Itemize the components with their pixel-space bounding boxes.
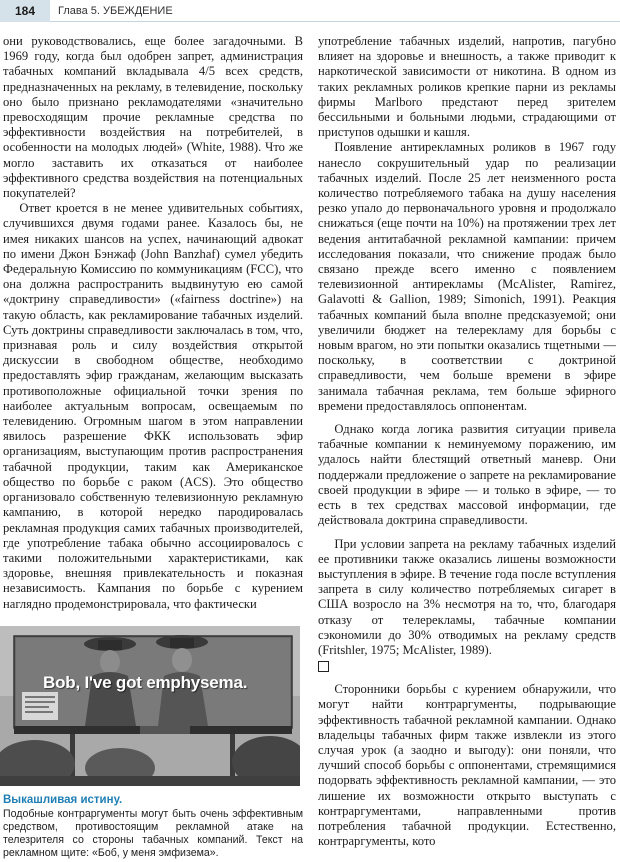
- paragraph: При условии запрета на рекламу табачных изделий ее противники также оказались лишены возможности выступления в эфире. В течение года после вступления запрета в силу количество потребляемых сигарет в США возросло на 3% несмотря на то, что, благодаря отказу от телерекламы, табачные компании сэкономили до 30% отводимых на рекламу средств (Fritshler, 1975; McAlister, 1989).: [318, 536, 616, 657]
- paragraph: они руководствовались, еще более загадочными. В 1969 году, когда был одобрен запрет, администрация табачных компаний вкладывала 4/5 всех средств, предназначенных на рекламу, в телевидение, поскольку оно было признано рекламодателями «значительно превосходящим прочие рекламные средства по эффективности воздействия на потребителей, в особенности на молодых людей» (White, 1988). Что же могло заставить их отказаться от наиболее эффективного средства воздействия на потенциальных покупателей?: [3, 34, 303, 201]
- left-column: [3, 34, 303, 620]
- page-number: 184: [0, 0, 50, 22]
- paragraph: Однако когда логика развития ситуации привела табачные компании к неминуемому поражению, им удалось найти блестящий ответный маневр. Они поддержали предложение о запрете на рекламирование своей продукции в эфире — и только в эфире, — то есть в тех средствах массовой информации, где действовала доктрина справедливости.: [318, 422, 616, 528]
- right-column: [318, 34, 616, 860]
- caption-title: Выкашливая истину.: [3, 794, 123, 806]
- running-head: Глава 5. УБЕЖДЕНИЕ: [58, 5, 173, 17]
- paragraph: Появление антирекламных роликов в 1967 году нанесло сокрушительный удар по реализации табачных изделий. После 25 лет неизменного роста количество потребляемого табака на душу населения резко упало до первоначального уровня и продолжало снижаться (еще почти на 10%) на протяжении трех лет ведения антитабачной рекламной кампании: причем исследования показали, что снижение продаж было связано прежде всего именно с появлением телевизионной антирекламы (McAlister, Ramirez, Galavotti & Gallion, 1989; Simonich, 1991). Реакция табачных компаний была вполне предсказуемой; они увеличили бюджет на телерекламу для борьбы с новым врагом, но эти попытки оказались тщетными — поскольку, в соответствии с доктриной справедливости, чем больше времени в эфире занимала табачная реклама, тем больше эфирного времени предоставлялось оппонентам.: [318, 140, 616, 413]
- section-end-mark: [318, 661, 329, 672]
- caption-text: Подобные контраргументы могут быть очень эффективным средством, противостоящим рекламной атаке на телезрителя со стороны табачных компаний. Текст на рекламном щите: «Боб, у меня эмфизема».: [3, 808, 303, 859]
- billboard-slogan: Bob, I've got emphysema.: [43, 673, 248, 692]
- paragraph: Ответ кроется в не менее удивительных событиях, случившихся двумя годами ранее. Казалось бы, не имея никаких шансов на успех, начинающий адвокат по имени Джон Бэнжаф (John Banzhaf) сумел убедить Федеральную Комиссию по коммуникациям (FCC), что она должна распространить выдвинутую ею самой «доктрину справедливости» («fairness doctrine») на такую область, как рекламирование табачных изделий. Суть доктрины справедливости заключалась в том, что, признавая роль и силу воздействия открытой дискуссии в свободном обществе, необходимо предоставлять эфир гражданам, желающим высказать противоположные официальной точки зрения по наиболее актуальным вопросам, освещаемым по телевидению. Огромным шагом в этом направлении явилось разрешение ФКК использовать эфир организациям, выступающим против распространения табачной продукции, таким как Американское общество по борьбе с раком (ACS). Это общество организовало собственную телевизионную рекламную кампанию, в которой нередко пародировалась рекламная продукция самих табачных производителей, где употребление табака обычно ассоциировалось с такими положительными характеристиками, как здоровье, внешняя привлекательность и показная независимость. Кампания по борьбе с курением наглядно продемонстрировала, что фактически: [3, 201, 303, 611]
- billboard-photo: [0, 626, 300, 786]
- page-header: [0, 0, 620, 22]
- billboard-image: [0, 626, 300, 786]
- header-rule: [50, 21, 620, 22]
- figure-caption: [3, 793, 303, 860]
- paragraph: Сторонники борьбы с курением обнаружили, что могут найти контраргументы, подрывающие эффективность табачной рекламной кампании. Однако владельцы табачных фирм также извлекли из этого случая урок (а заодно и выгоду): они поняли, что лучший способ борьбы с оппонентами, стремящимися подорвать эффективность рекламной кампании, — это лишение их возможности открыто выступать с контраргументами, направленными против потребления табачной продукции. Естественно, контраргументы, кото: [318, 682, 616, 849]
- paragraph: употребление табачных изделий, напротив, пагубно влияет на здоровье и внешность, а также приводит к наркотической зависимости от никотина. В одном из таких рекламных роликов крепкие парни из рекламы фирмы Marlboro предстают перед зрителем бессильными и больными людьми, страдающими от приступов одышки и кашля.: [318, 34, 616, 140]
